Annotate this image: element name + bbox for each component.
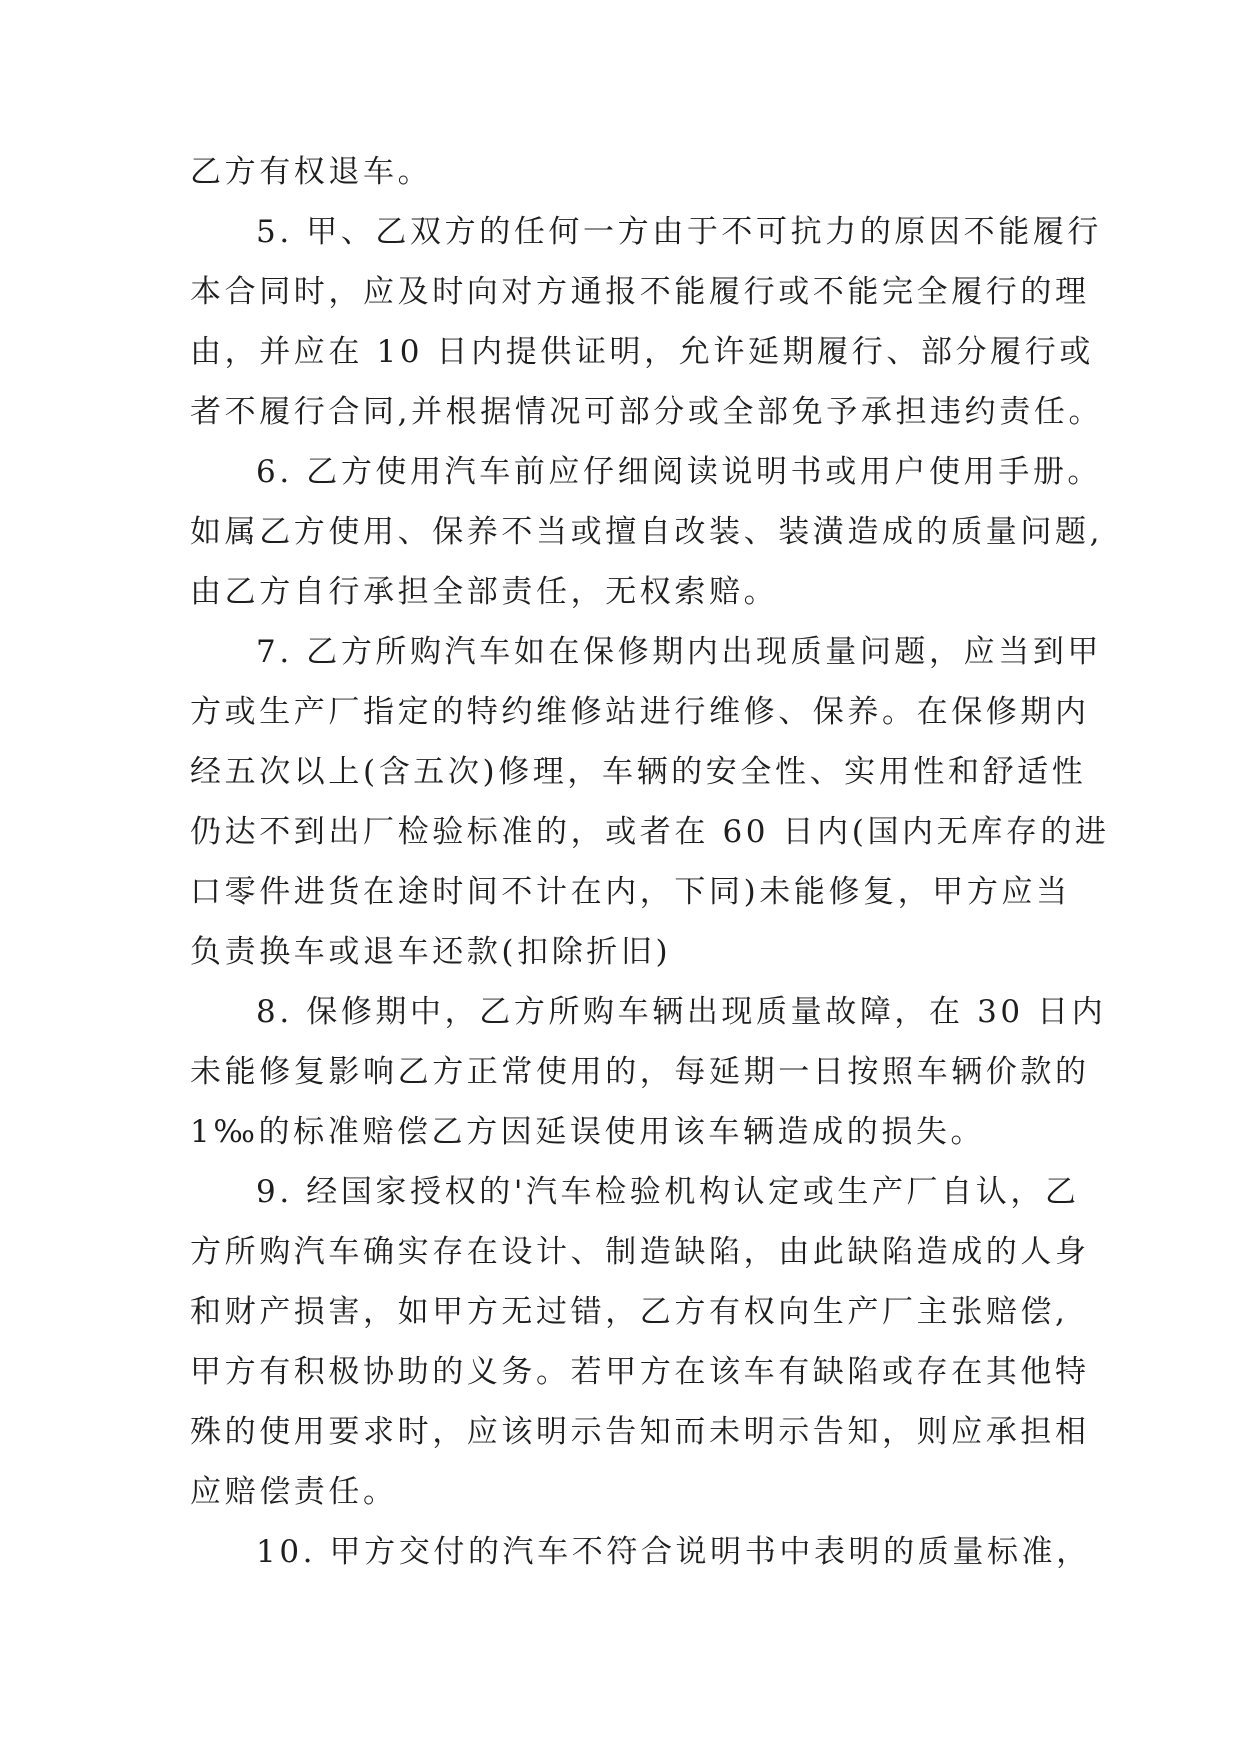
- text-line: 甲方有积极协助的义务。若甲方在该车有缺陷或存在其他特: [190, 1354, 1090, 1390]
- text-line: 负责换车或退车还款(扣除折旧): [190, 934, 672, 970]
- text-line: 6. 乙方使用汽车前应仔细阅读说明书或用户使用手册。: [256, 454, 1103, 490]
- text-line: 乙方有权退车。: [190, 154, 433, 190]
- text-line: 经五次以上(含五次)修理，车辆的安全性、实用性和舒适性: [190, 754, 1087, 790]
- text-line: 由，并应在 10 日内提供证明，允许延期履行、部分履行或: [190, 334, 1094, 370]
- text-line: 1‰的标准赔偿乙方因延误使用该车辆造成的损失。: [190, 1114, 986, 1150]
- text-line: 者不履行合同,并根据情况可部分或全部免予承担违约责任。: [190, 394, 1104, 430]
- text-line: 和财产损害，如甲方无过错，乙方有权向生产厂主张赔偿,: [190, 1294, 1069, 1330]
- text-line: 5. 甲、乙双方的任何一方由于不可抗力的原因不能履行: [256, 214, 1103, 250]
- text-line: 方或生产厂指定的特约维修站进行维修、保养。在保修期内: [190, 694, 1090, 730]
- text-line: 方所购汽车确实存在设计、制造缺陷，由此缺陷造成的人身: [190, 1234, 1090, 1270]
- text-line: 由乙方自行承担全部责任，无权索赔。: [190, 574, 779, 610]
- text-line: 7. 乙方所购汽车如在保修期内出现质量问题，应当到甲: [256, 634, 1103, 670]
- text-line: 未能修复影响乙方正常使用的，每延期一日按照车辆价款的: [190, 1054, 1090, 1090]
- text-line: 8. 保修期中，乙方所购车辆出现质量故障，在 30 日内: [256, 994, 1107, 1030]
- text-line: 应赔偿责任。: [190, 1474, 398, 1510]
- text-line: 仍达不到出厂检验标准的，或者在 60 日内(国内无库存的进: [190, 814, 1110, 850]
- text-line: 口零件进货在途时间不计在内，下同)未能修复，甲方应当: [190, 874, 1071, 910]
- text-line: 9. 经国家授权的'汽车检验机构认定或生产厂自认，乙: [256, 1174, 1080, 1210]
- text-line: 本合同时，应及时向对方通报不能履行或不能完全履行的理: [190, 274, 1090, 310]
- text-line: 10. 甲方交付的汽车不符合说明书中表明的质量标准，: [256, 1534, 1091, 1570]
- text-line: 如属乙方使用、保养不当或擅自改装、装潢造成的质量问题,: [190, 514, 1104, 550]
- text-line: 殊的使用要求时，应该明示告知而未明示告知，则应承担相: [190, 1414, 1090, 1450]
